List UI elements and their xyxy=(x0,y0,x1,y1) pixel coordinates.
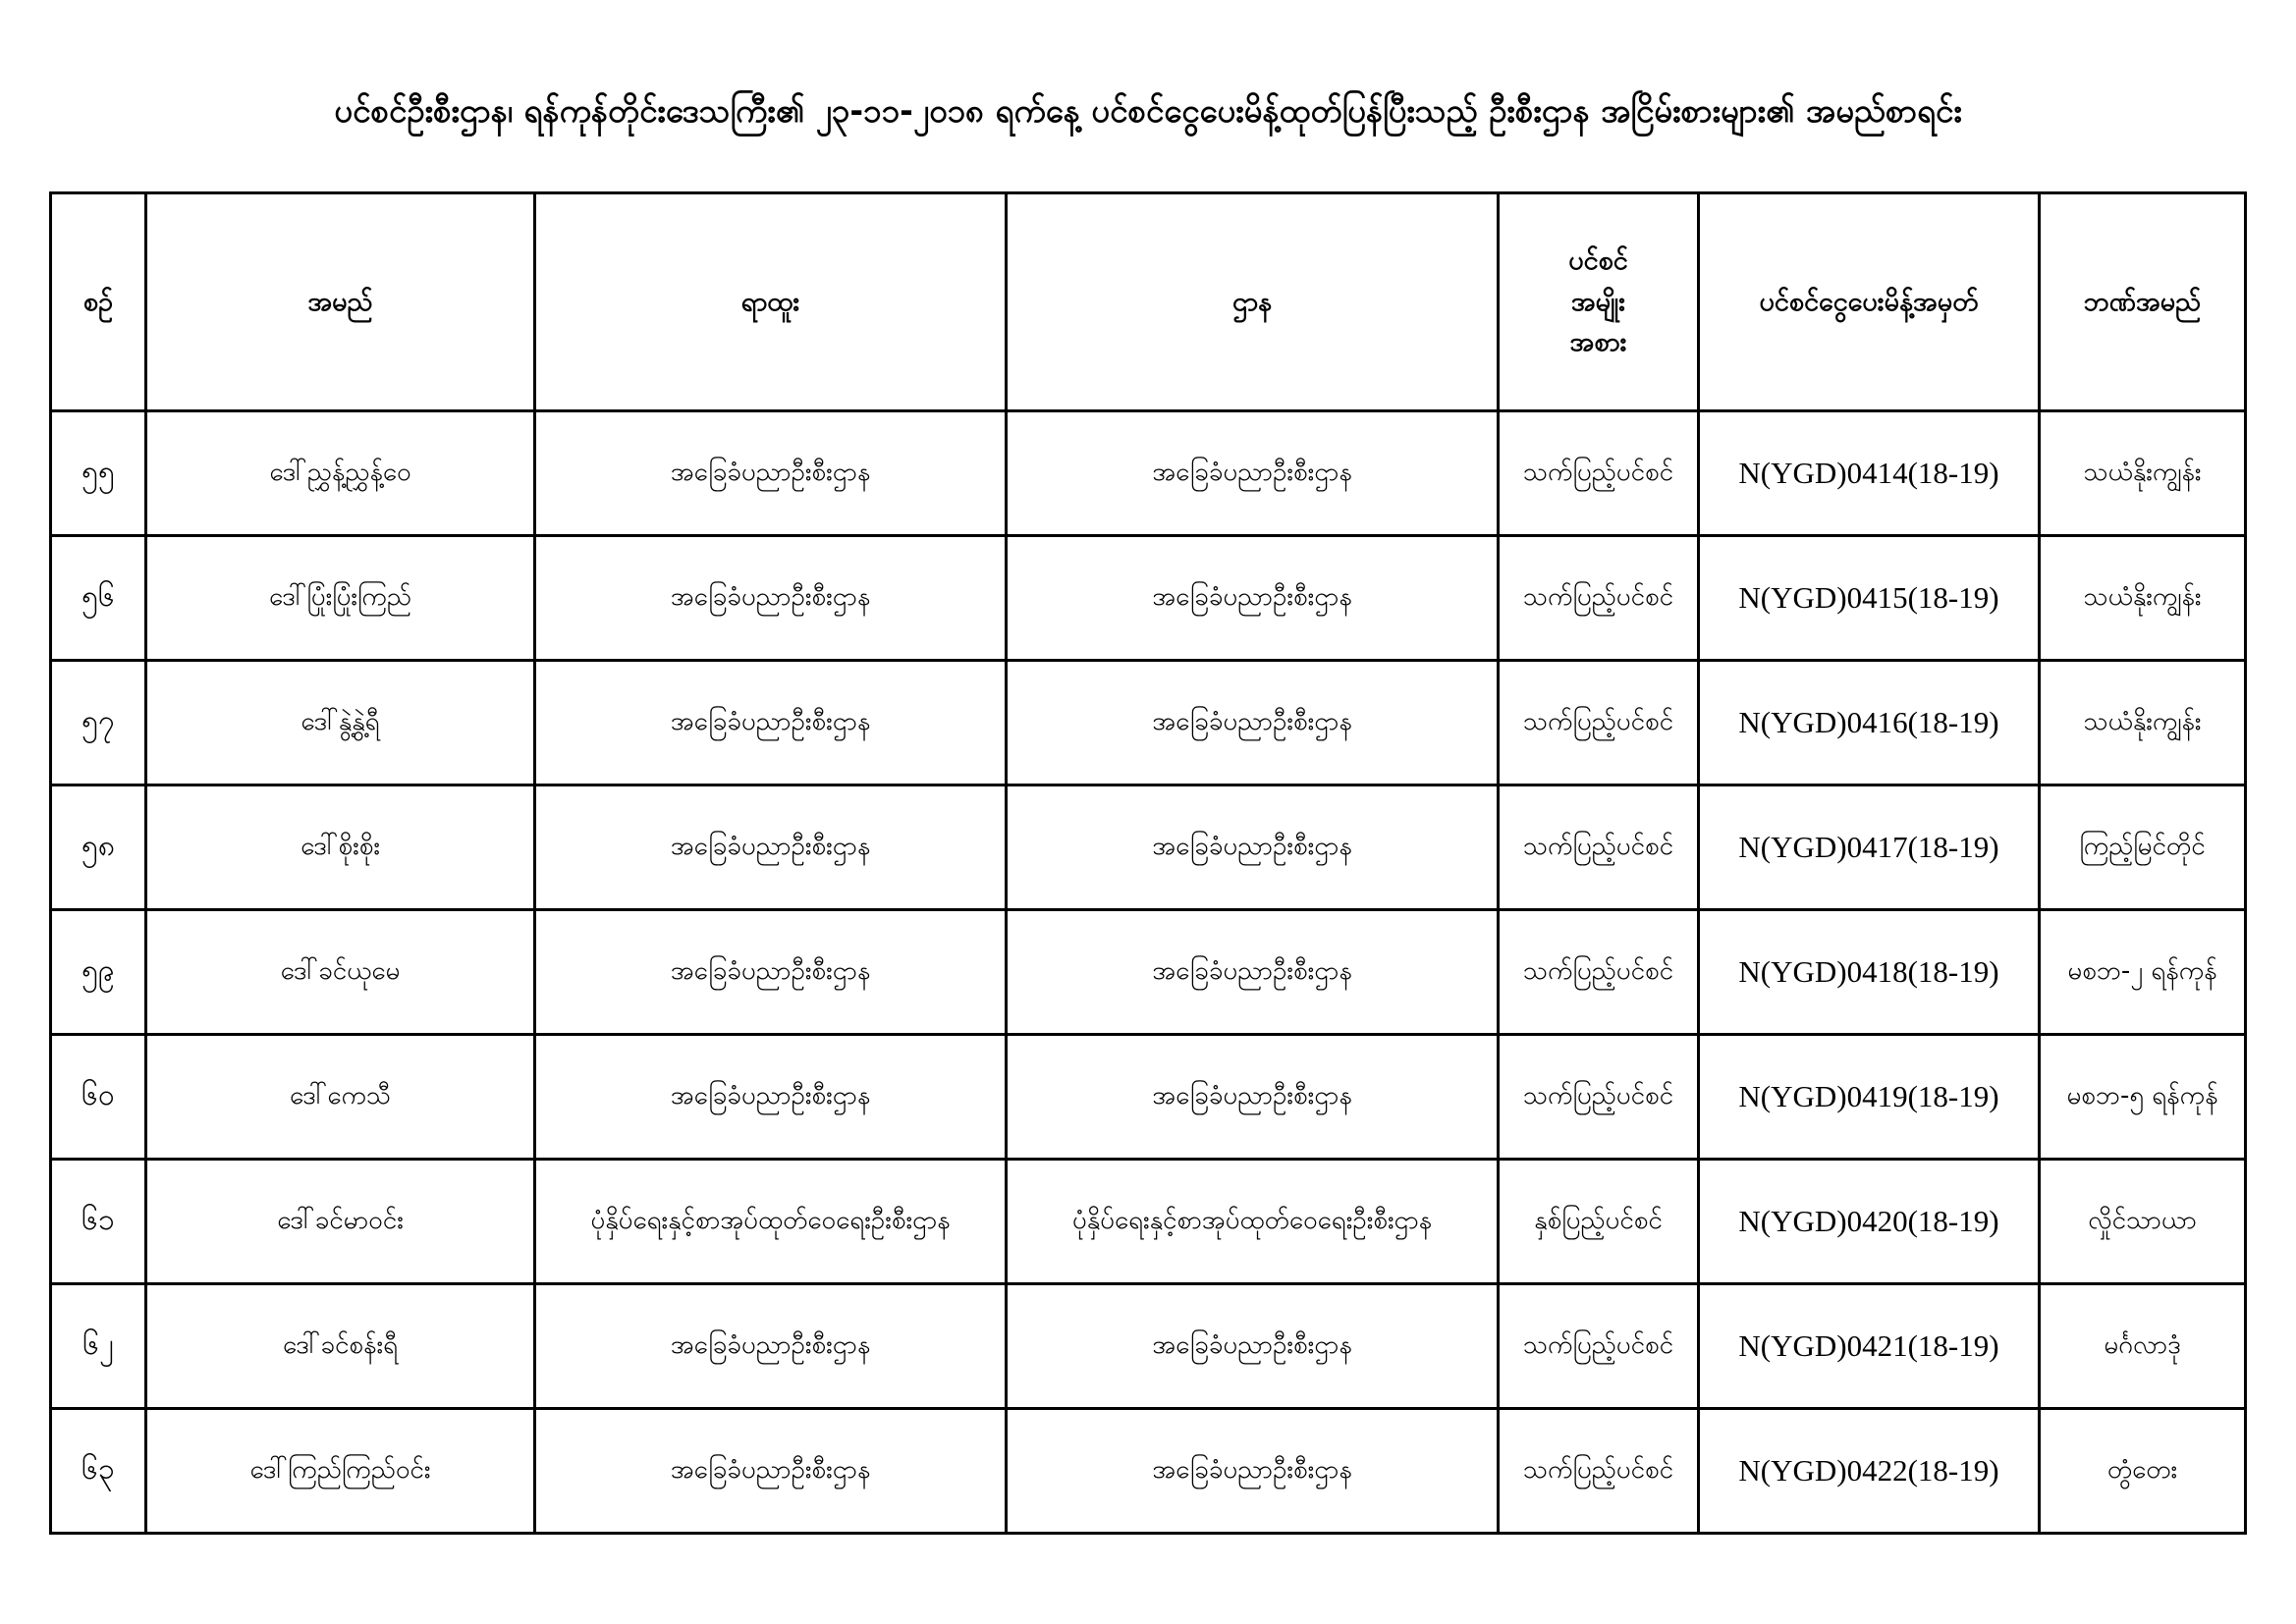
cell-department: အခြေခံပညာဦးစီးဌာန xyxy=(1007,1284,1499,1409)
table-row xyxy=(51,1160,2246,1284)
cell-department: အခြေခံပညာဦးစီးဌာန xyxy=(1007,785,1499,910)
table-row xyxy=(51,1035,2246,1160)
table-row xyxy=(51,785,2246,910)
cell-pension-type: သက်ပြည့်ပင်စင် xyxy=(1499,1409,1699,1534)
cell-department: ပုံနှိပ်ရေးနှင့်စာအုပ်ထုတ်ဝေရေးဦးစီးဌာန xyxy=(1007,1160,1499,1284)
cell-bank: လှိုင်သာယာ xyxy=(2040,1160,2246,1284)
cell-serial: ၆၂ xyxy=(51,1284,146,1409)
cell-name: ဒေါ်ခင်စန်းရီ xyxy=(146,1284,535,1409)
cell-pension-type: သက်ပြည့်ပင်စင် xyxy=(1499,1035,1699,1160)
cell-rank: အခြေခံပညာဦးစီးဌာန xyxy=(535,910,1007,1035)
cell-bank: ကြည့်မြင်တိုင် xyxy=(2040,785,2246,910)
header-pension-type xyxy=(1499,193,1699,411)
cell-rank: အခြေခံပညာဦးစီးဌာန xyxy=(535,661,1007,785)
cell-name: ဒေါ်ညွှန့်ညွှန့်ဝေ xyxy=(146,411,535,536)
document-title: ပင်စင်ဦးစီးဌာန၊ ရန်ကုန်တိုင်းဒေသကြီး၏ ၂၃-၁၁-၂၀၁၈ ရက်နေ့ ပင်စင်ငွေပေးမိန့်ထုတ်ပြန်ပြီးသည့် ဦးစီးဌာန အငြိမ်းစားများ၏ အမည်စာရင်း xyxy=(334,91,1962,130)
cell-pension-type: သက်ပြည့်ပင်စင် xyxy=(1499,910,1699,1035)
table-row xyxy=(51,910,2246,1035)
cell-serial: ၅၇ xyxy=(51,661,146,785)
cell-bank: တွံတေး xyxy=(2040,1409,2246,1534)
cell-rank: အခြေခံပညာဦးစီးဌာန xyxy=(535,785,1007,910)
cell-rank: အခြေခံပညာဦးစီးဌာန xyxy=(535,536,1007,661)
table-row xyxy=(51,1284,2246,1409)
header-department: ဌာန xyxy=(1007,193,1499,411)
cell-permit-number: N(YGD)0417(18-19) xyxy=(1699,785,2040,910)
table-header-row xyxy=(51,193,2246,411)
cell-department: အခြေခံပညာဦးစီးဌာန xyxy=(1007,1409,1499,1534)
cell-name: ဒေါ်ပြုံးပြုံးကြည် xyxy=(146,536,535,661)
cell-serial: ၆၃ xyxy=(51,1409,146,1534)
cell-department: အခြေခံပညာဦးစီးဌာန xyxy=(1007,661,1499,785)
cell-serial: ၆၀ xyxy=(51,1035,146,1160)
cell-permit-number: N(YGD)0416(18-19) xyxy=(1699,661,2040,785)
cell-serial: ၆၁ xyxy=(51,1160,146,1284)
header-name: အမည် xyxy=(146,193,535,411)
cell-bank: မင်္ဂလာဒုံ xyxy=(2040,1284,2246,1409)
header-bank: ဘဏ်အမည် xyxy=(2040,193,2246,411)
cell-rank: အခြေခံပညာဦးစီးဌာန xyxy=(535,1409,1007,1534)
table-row xyxy=(51,411,2246,536)
cell-permit-number: N(YGD)0421(18-19) xyxy=(1699,1284,2040,1409)
cell-bank: သယံနိုးကျွန်း xyxy=(2040,411,2246,536)
cell-name: ဒေါ်စိုးစိုး xyxy=(146,785,535,910)
cell-rank: အခြေခံပညာဦးစီးဌာန xyxy=(535,1284,1007,1409)
cell-pension-type: သက်ပြည့်ပင်စင် xyxy=(1499,536,1699,661)
cell-department: အခြေခံပညာဦးစီးဌာန xyxy=(1007,536,1499,661)
cell-bank: မစဘ-၂ ရန်ကုန် xyxy=(2040,910,2246,1035)
cell-department: အခြေခံပညာဦးစီးဌာန xyxy=(1007,910,1499,1035)
header-permit-number: ပင်စင်ငွေပေးမိန့်အမှတ် xyxy=(1699,193,2040,411)
cell-bank: သယံနိုးကျွန်း xyxy=(2040,661,2246,785)
cell-name: ဒေါ်ကြည်ကြည်ဝင်း xyxy=(146,1409,535,1534)
cell-pension-type: သက်ပြည့်ပင်စင် xyxy=(1499,785,1699,910)
cell-pension-type: သက်ပြည့်ပင်စင် xyxy=(1499,1284,1699,1409)
cell-department: အခြေခံပညာဦးစီးဌာန xyxy=(1007,411,1499,536)
cell-name: ဒေါ်ခင်မာဝင်း xyxy=(146,1160,535,1284)
table-row xyxy=(51,536,2246,661)
table-row xyxy=(51,1409,2246,1534)
cell-serial: ၅၆ xyxy=(51,536,146,661)
cell-bank: မစဘ-၅ ရန်ကုန် xyxy=(2040,1035,2246,1160)
cell-serial: ၅၅ xyxy=(51,411,146,536)
cell-pension-type: နှစ်ပြည့်ပင်စင် xyxy=(1499,1160,1699,1284)
cell-permit-number: N(YGD)0422(18-19) xyxy=(1699,1409,2040,1534)
cell-permit-number: N(YGD)0420(18-19) xyxy=(1699,1160,2040,1284)
table-row xyxy=(51,661,2246,785)
cell-name: ဒေါ်နွဲ့နွဲ့ရီ xyxy=(146,661,535,785)
cell-name: ဒေါ်ကေသီ xyxy=(146,1035,535,1160)
cell-name: ဒေါ်ခင်ယုမေ xyxy=(146,910,535,1035)
cell-pension-type: သက်ပြည့်ပင်စင် xyxy=(1499,411,1699,536)
cell-rank: အခြေခံပညာဦးစီးဌာန xyxy=(535,1035,1007,1160)
header-pension-type-line-1: ပင်စင် xyxy=(1568,244,1628,276)
header-rank: ရာထူး xyxy=(535,193,1007,411)
cell-permit-number: N(YGD)0418(18-19) xyxy=(1699,910,2040,1035)
cell-rank: ပုံနှိပ်ရေးနှင့်စာအုပ်ထုတ်ဝေရေးဦးစီးဌာန xyxy=(535,1160,1007,1284)
cell-permit-number: N(YGD)0415(18-19) xyxy=(1699,536,2040,661)
header-serial: စဥ် xyxy=(51,193,146,411)
cell-department: အခြေခံပညာဦးစီးဌာန xyxy=(1007,1035,1499,1160)
cell-bank: သယံနိုးကျွန်း xyxy=(2040,536,2246,661)
cell-rank: အခြေခံပညာဦးစီးဌာန xyxy=(535,411,1007,536)
cell-serial: ၅၉ xyxy=(51,910,146,1035)
header-pension-type-line-3: အစား xyxy=(1569,327,1627,358)
cell-serial: ၅၈ xyxy=(51,785,146,910)
cell-pension-type: သက်ပြည့်ပင်စင် xyxy=(1499,661,1699,785)
header-pension-type-line-2: အမျိုး xyxy=(1570,286,1626,317)
cell-permit-number: N(YGD)0419(18-19) xyxy=(1699,1035,2040,1160)
pension-list-table xyxy=(49,191,2247,1535)
cell-permit-number: N(YGD)0414(18-19) xyxy=(1699,411,2040,536)
